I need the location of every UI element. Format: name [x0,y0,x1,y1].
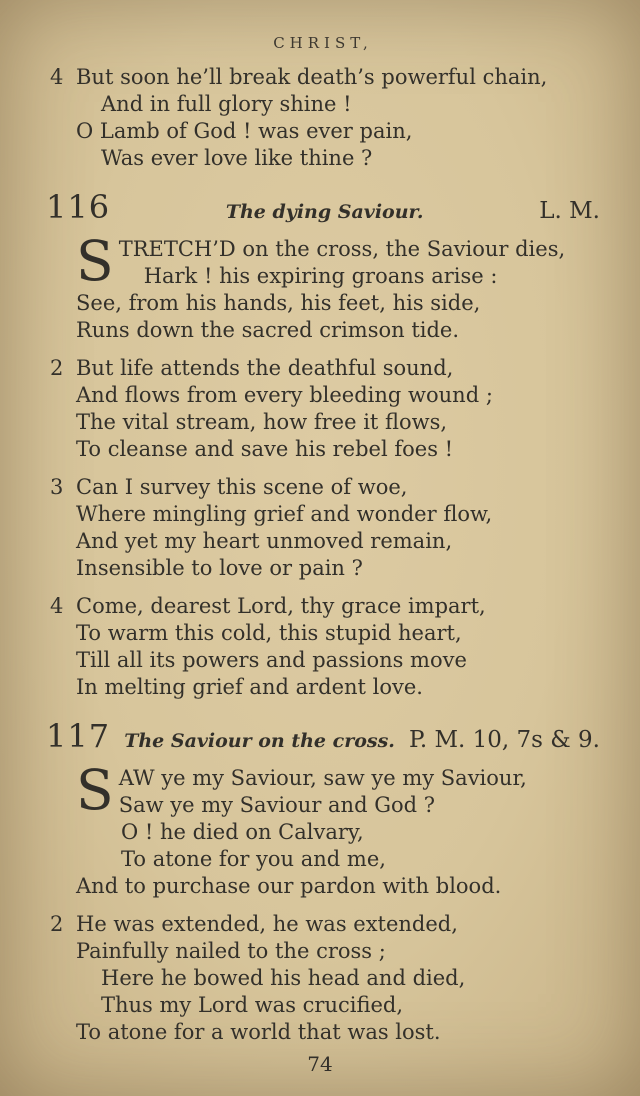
hymn-stanzas [46,758,600,1046]
verse-line: See, from his hands, his feet, his side, [76,291,481,315]
verse-line: To atone for a world that was lost. [76,1020,441,1044]
drop-cap: S [76,758,114,822]
verse-line: Here he bowed his head and died, [101,966,466,990]
verse-line: In melting grief and ardent love. [76,675,423,699]
verse-line: Painfully nailed to the cross ; [76,939,386,963]
hymn-stanzas [46,229,600,701]
verse-line: To cleanse and save his rebel foes ! [76,437,454,461]
verse-line: And flows from every bleeding wound ; [76,383,493,407]
verse-line: Runs down the sacred crimson tide. [76,318,460,342]
verse-line: Hark ! his expiring groans arise : [143,264,498,288]
hymn-heading [46,717,600,755]
stanza [46,64,600,172]
verse-line: To atone for you and me, [121,847,386,871]
verse-line: Was ever love like thine ? [101,146,373,170]
verse-line: Come, dearest Lord, thy grace impart, [76,594,486,618]
hymn-number: 117 [46,717,111,755]
verse-line: And yet my heart unmoved remain, [76,529,453,553]
hymn-116 [46,188,600,701]
stanza [46,229,600,344]
hymn-heading [46,188,600,226]
hymn-number: 116 [46,188,111,226]
stanza-number: 4 [50,594,64,618]
verse-line: Where mingling grief and wonder flow, [76,502,493,526]
running-header: CHRIST, [273,34,373,52]
stanza [46,355,600,463]
continuation-stanza-container [46,64,600,172]
verse-line: Thus my Lord was crucified, [101,993,404,1017]
verse-line: The vital stream, how free it flows, [76,410,448,434]
verse-line: Saw ye my Saviour and God ? [118,793,435,817]
stanza-number: 4 [50,65,64,89]
page-number: 74 [307,1052,333,1076]
drop-cap: S [76,229,114,293]
verse-line: But soon he’ll break death’s powerful chain, [76,65,548,89]
verse-line: And in full glory shine ! [101,92,352,116]
verse-line: Insensible to love or pain ? [76,556,363,580]
stanza-number: 3 [50,475,64,499]
verse-line: Till all its powers and passions move [76,648,467,672]
verse-line: O ! he died on Calvary, [121,820,364,844]
hymn-117 [46,717,600,1046]
stanza [46,593,600,701]
stanza [46,911,600,1046]
stanza [46,758,600,900]
stanza [46,474,600,582]
hymn-title: The Saviour on the cross. [124,730,395,752]
hymn-meter: L. M. [539,198,600,224]
verse-line: Can I survey this scene of woe, [76,475,408,499]
verse-line: TRETCH’D on the cross, the Saviour dies, [118,237,566,261]
verse-line: O Lamb of God ! was ever pain, [76,119,413,143]
verse-line: To warm this cold, this stupid heart, [76,621,462,645]
verse-line: And to purchase our pardon with blood. [76,874,502,898]
hymn-title: The dying Saviour. [225,201,424,223]
verse-line: AW ye my Saviour, saw ye my Saviour, [118,766,527,790]
verse-line: He was extended, he was extended, [76,912,458,936]
hymn-meter: P. M. 10, 7s & 9. [409,727,600,753]
verse-line: But life attends the deathful sound, [76,356,454,380]
stanza-number: 2 [50,356,64,380]
stanza-number: 2 [50,912,64,936]
